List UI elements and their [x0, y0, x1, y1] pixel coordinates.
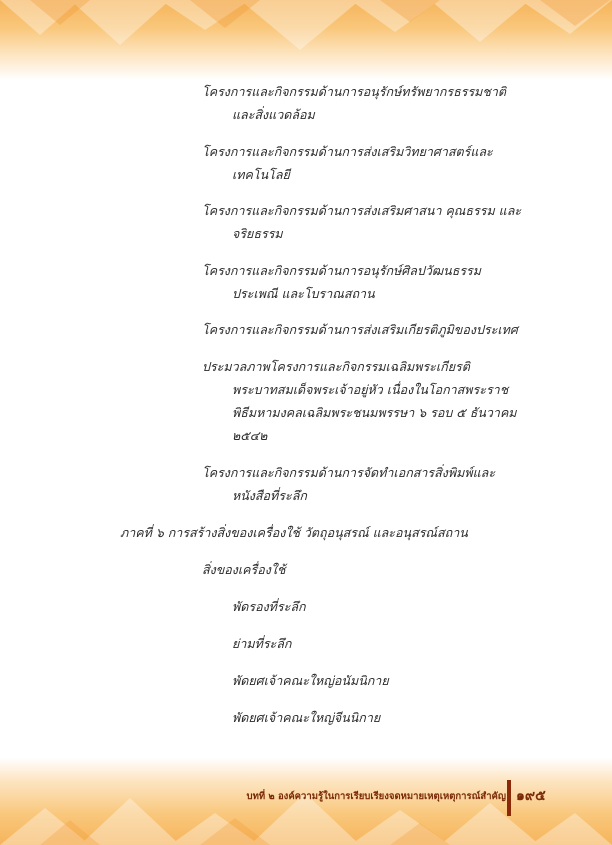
item-text: โครงการและกิจกรรมด้านการส่งเสริมวิทยาศาสตร์และ — [202, 144, 493, 159]
item-text: โครงการและกิจกรรมด้านการอนุรักษ์ทรัพยากรธรรมชาติ — [202, 84, 507, 99]
item-text-continued: หนังสือที่ระลึก — [232, 488, 307, 503]
sub-list-item — [232, 669, 389, 692]
list-item — [202, 461, 495, 507]
sub-heading-text: สิ่งของเครื่องใช้ — [202, 562, 286, 577]
part-heading — [120, 521, 468, 544]
item-text-continued: ๒๕๔๒ — [232, 428, 268, 443]
sub-item-text: พัดยศเจ้าคณะใหญ่อนัมนิกาย — [232, 673, 389, 688]
item-text: ประมวลภาพโครงการและกิจกรรมเฉลิมพระเกียรติ — [202, 359, 470, 374]
list-item — [202, 318, 518, 341]
sub-list-item — [232, 706, 380, 729]
item-text: โครงการและกิจกรรมด้านการส่งเสริมศาสนา คุณธรรม และ — [202, 203, 522, 218]
sub-item-text: พัดยศเจ้าคณะใหญ่จีนนิกาย — [232, 710, 381, 725]
item-text: โครงการและกิจกรรมด้านการอนุรักษ์ศิลปวัฒนธรรม — [202, 263, 481, 278]
item-text-continued: และสิ่งแวดล้อม — [232, 107, 315, 122]
item-text-continued: จริยธรรม — [232, 226, 283, 241]
item-text: โครงการและกิจกรรมด้านการจัดทำเอกสารสิ่งพิมพ์และ — [202, 465, 496, 480]
list-item — [202, 80, 506, 126]
chapter-footer: บทที่ ๒ องค์ความรู้ในการเรียบเรียงจดหมายเหตุเหตุการณ์สำคัญ — [246, 791, 506, 802]
part-heading-text: ภาคที่ ๖ การสร้างสิ่งของเครื่องใช้ วัตถุอนุสรณ์ และอนุสรณ์สถาน — [120, 525, 468, 540]
sub-list-item — [232, 632, 291, 655]
item-text: โครงการและกิจกรรมด้านการส่งเสริมเกียรติภูมิของประเทศ — [202, 322, 518, 337]
list-item — [202, 259, 481, 305]
item-text-continued: พระบาทสมเด็จพระเจ้าอยู่หัว เนื่องในโอกาสพระราช — [232, 382, 509, 397]
page-divider — [507, 780, 511, 816]
sub-item-text: ย่ามที่ระลึก — [232, 636, 292, 651]
page-number: ๑๙๕ — [516, 788, 546, 804]
item-text-continued: พิธีมหามงคลเฉลิมพระชนมพรรษา ๖ รอบ ๕ ธันวาคม — [232, 405, 517, 420]
list-item — [202, 140, 493, 186]
item-text-continued: เทคโนโลยี — [232, 167, 290, 182]
list-item — [202, 199, 521, 245]
list-item — [202, 355, 517, 447]
item-text-continued: ประเพณี และโบราณสถาน — [232, 286, 375, 301]
sub-heading — [202, 558, 285, 581]
sub-list-item — [232, 595, 306, 618]
sub-item-text: พัดรองที่ระลึก — [232, 599, 306, 614]
